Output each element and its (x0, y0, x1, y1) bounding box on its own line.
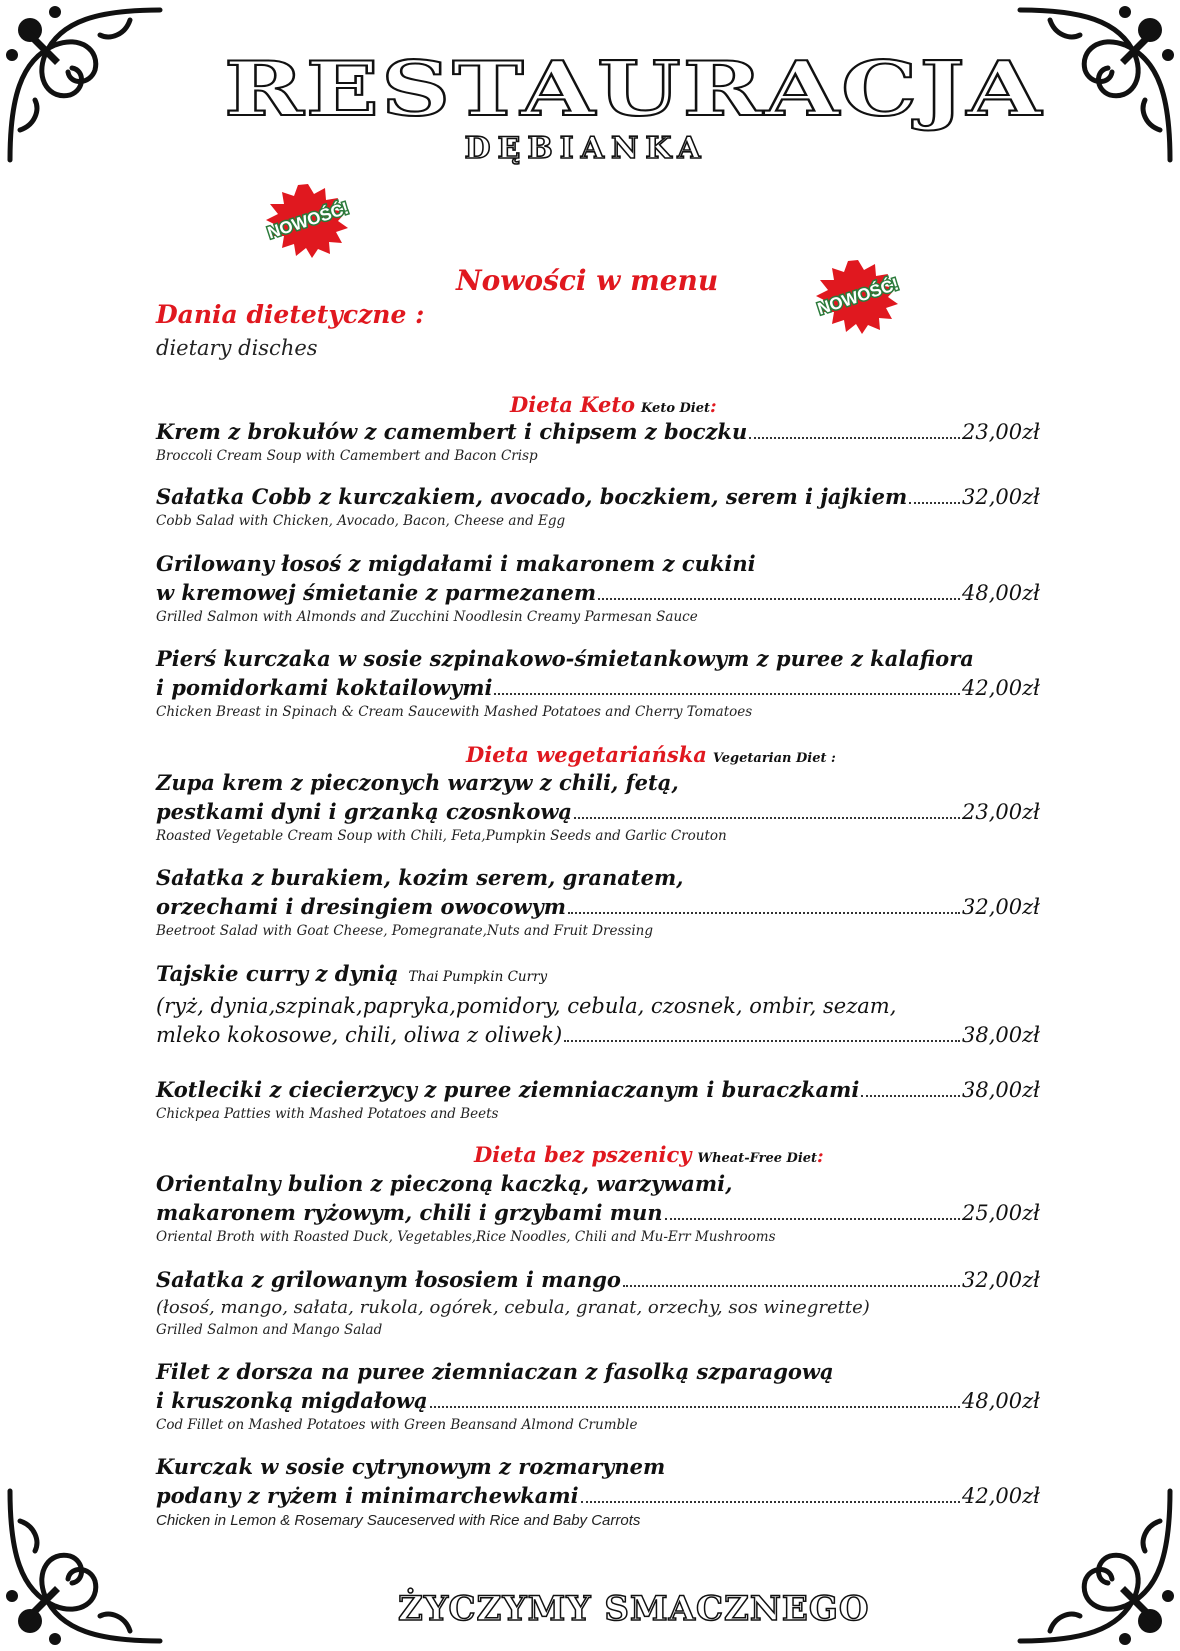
menu-item-name: Filet z dorsza na puree ziemniaczan z fasolką szparagową (156, 1359, 834, 1384)
menu-item (156, 644, 1040, 721)
menu-item-price: 48,00zł (962, 1389, 1040, 1413)
menu-item-name: Pierś kurczaka w sosie szpinakowo-śmietankowym z puree z kalafiora (156, 646, 974, 671)
menu-item-name: Grilowany łosoś z migdałami i makaronem z cukini (156, 551, 756, 576)
category-name-en: Vegetarian Diet : (712, 751, 836, 766)
restaurant-logo-title: RESTAURACJA (224, 44, 1044, 134)
menu-item-name: Krem z brokułów z camembert i chipsem z boczku (156, 419, 748, 444)
menu-item-name-cont: i pomidorkami koktailowymi (156, 675, 493, 700)
menu-item-description: Beetroot Salad with Goat Cheese, Pomegranate,Nuts and Fruit Dressing (156, 923, 654, 939)
menu-item (156, 1452, 1040, 1530)
menu-item-name: Kurczak w sosie cytrynowym z rozmarynem (156, 1454, 666, 1479)
menu-item-description: Grilled Salmon with Almonds and Zucchini Noodlesin Creamy Parmesan Sauce (156, 609, 698, 625)
category-name: Dieta bez pszenicy (474, 1142, 692, 1167)
menu-item-name-cont: podany z ryżem i minimarchewkami (156, 1483, 579, 1508)
menu-item-description: Chicken Breast in Spinach & Cream Saucewith Mashed Potatoes and Cherry Tomatoes (156, 704, 753, 720)
menu-item-name: Sałatka Cobb z kurczakiem, avocado, boczkiem, serem i jajkiem (156, 484, 908, 509)
category-heading-keto (510, 392, 717, 417)
category-heading-wheat-free (474, 1142, 824, 1167)
menu-item (156, 1265, 1040, 1339)
new-badge-icon (808, 258, 908, 334)
menu-item-description: Cod Fillet on Mashed Potatoes with Green Beansand Almond Crumble (156, 1417, 638, 1433)
corner-ornament-bottom-left-icon (0, 1481, 170, 1651)
menu-item-price: 42,00zł (962, 1484, 1040, 1508)
menu-item (156, 768, 1040, 845)
menu-item-ingredients: (łosoś, mango, sałata, rukola, ogórek, cebula, granat, orzechy, sos winegrette) (156, 1297, 870, 1318)
menu-item-price: 23,00zł (962, 800, 1040, 824)
new-badge-icon (258, 182, 358, 258)
menu-item-ingredients-cont: mleko kokosowe, chili, oliwa z oliwek) (156, 1023, 563, 1047)
menu-item-name: Orientalny bulion z pieczoną kaczką, warzywami, (156, 1171, 733, 1196)
menu-item-price: 32,00zł (962, 895, 1040, 919)
menu-item-name-cont: pestkami dyni i grzanką czosnkową (156, 799, 573, 824)
menu-item-name-cont: w kremowej śmietanie z parmezanem (156, 580, 597, 605)
category-colon: : (817, 1146, 824, 1167)
menu-item-name-cont: orzechami i dresingiem owocowym (156, 894, 566, 919)
menu-item (156, 549, 1040, 626)
menu-item-name: Tajskie curry z dynią (156, 961, 399, 986)
menu-item-name: Sałatka z burakiem, kozim serem, granatem, (156, 865, 684, 890)
menu-item-price: 32,00zł (962, 1268, 1040, 1292)
corner-ornament-top-left-icon (0, 0, 170, 170)
category-colon: : (710, 396, 717, 417)
new-badge-label: NOWOŚĆ! (265, 198, 352, 243)
menu-item-description: Roasted Vegetable Cream Soup with Chili, Feta,Pumpkin Seeds and Garlic Crouton (156, 828, 727, 844)
menu-item-price: 23,00zł (962, 420, 1040, 444)
menu-item-price: 42,00zł (962, 676, 1040, 700)
menu-item-ingredients: (ryż, dynia,szpinak,papryka,pomidory, cebula, czosnek, ombir, sezam, (156, 994, 897, 1018)
menu-item-description: Broccoli Cream Soup with Camembert and Bacon Crisp (156, 448, 538, 464)
menu-item (156, 1075, 1040, 1123)
category-name-en: Keto Diet (641, 401, 711, 416)
menu-item (156, 1357, 1040, 1434)
section-subtitle: dietary disches (156, 336, 318, 360)
menu-item (156, 863, 1040, 940)
menu-item-description: Chickpea Patties with Mashed Potatoes and Beets (156, 1106, 499, 1122)
menu-item-name: Sałatka z grilowanym łososiem i mango (156, 1267, 621, 1292)
category-name-en: Wheat-Free Diet (697, 1151, 818, 1166)
menu-item-description: Grilled Salmon and Mango Salad (156, 1322, 383, 1338)
menu-item-name-cont: makaronem ryżowym, chili i grzybami mun (156, 1200, 663, 1225)
menu-item-description: Oriental Broth with Roasted Duck, Vegetables,Rice Noodles, Chili and Mu-Err Mushrooms (156, 1229, 776, 1245)
menu-item-name: Zupa krem z pieczonych warzyw z chili, fetą, (156, 770, 679, 795)
menu-item-name-cont: i kruszonką migdałową (156, 1388, 428, 1413)
menu-item-description: Chicken in Lemon & Rosemary Sauceserved with Rice and Baby Carrots (156, 1512, 641, 1529)
new-badge-label: NOWOŚĆ! (815, 274, 902, 319)
menu-item-price: 38,00zł (962, 1023, 1040, 1047)
menu-item-price: 38,00zł (962, 1078, 1040, 1102)
section-title: Dania dietetyczne : (156, 300, 425, 329)
menu-item-price: 25,00zł (962, 1201, 1040, 1225)
menu-item-name-en: Thai Pumpkin Curry (408, 969, 548, 985)
menu-item-price: 32,00zł (962, 485, 1040, 509)
menu-item (156, 959, 1040, 1050)
category-heading-vegetarian (466, 742, 836, 767)
category-name: Dieta Keto (510, 392, 636, 417)
menu-item (156, 1169, 1040, 1246)
menu-item-price: 48,00zł (962, 581, 1040, 605)
menu-item (156, 482, 1040, 530)
menu-item (156, 417, 1040, 465)
menu-headline: Nowości w menu (456, 264, 719, 297)
restaurant-logo-subtitle: DĘBIANKA (464, 131, 708, 166)
menu-item-description: Cobb Salad with Chicken, Avocado, Bacon, Cheese and Egg (156, 513, 566, 529)
footer-greeting: ŻYCZYMY SMACZNEGO (398, 1589, 870, 1629)
menu-item-name: Kotleciki z ciecierzycy z puree ziemniaczanym i buraczkami (156, 1077, 860, 1102)
category-name: Dieta wegetariańska (466, 742, 707, 767)
